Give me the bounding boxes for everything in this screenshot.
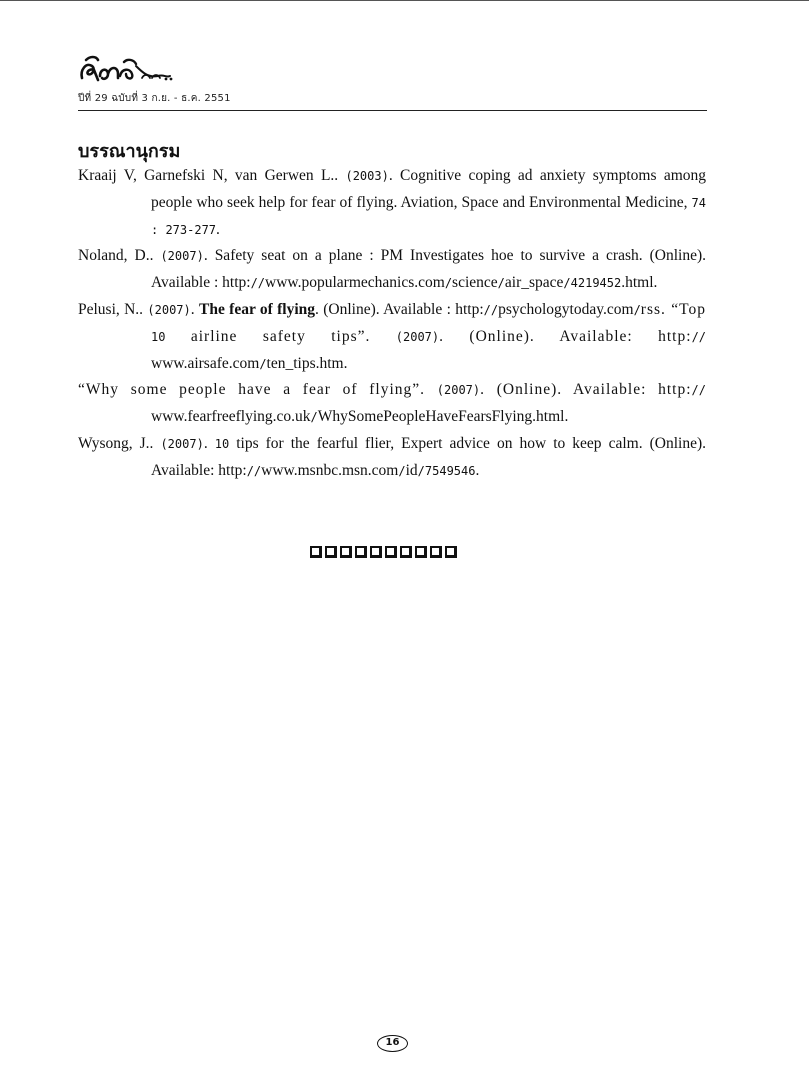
missing-glyph-box	[325, 546, 337, 558]
missing-glyph-box	[355, 546, 367, 558]
reference-item: Kraaij V, Garnefski N, van Gerwen L.. (2003). Cognitive coping ad anxiety symptoms among people who seek help for fear of flying. Aviation, Space and Environmental Medicine, 74 : 273-277.	[78, 167, 707, 238]
reference-list	[78, 163, 706, 485]
missing-glyph-box	[415, 546, 427, 558]
missing-glyph-box	[340, 546, 352, 558]
header-divider	[78, 110, 707, 111]
reference-item: Pelusi, N.. (2007). The fear of flying. (Online). Available : http://psychologytoday.com/rss. “Top 10 airline safety tips”. (2007). (Online). Available: http:// www.airsafe.com/ten_tips.htm.	[78, 300, 707, 372]
issue-line: ปีที่ 29 ฉบับที่ 3 ก.ย. - ธ.ค. 2551	[78, 93, 231, 104]
section-title: บรรณานุกรม	[78, 141, 181, 162]
missing-glyph-box	[430, 546, 442, 558]
missing-glyph-box	[310, 546, 322, 558]
reference-item: “Why some people have a fear of flying”. (2007). (Online). Available: http:// www.fearfreeflying.co.uk/WhySomePeopleHaveFearsFlying.html.	[78, 381, 706, 426]
magazine-logo	[78, 52, 178, 86]
top-border	[0, 0, 809, 1]
missing-glyph-box	[385, 546, 397, 558]
missing-glyph-row	[310, 546, 457, 558]
missing-glyph-box	[400, 546, 412, 558]
reference-item: Wysong, J.. (2007). 10 tips for the fearful flier, Expert advice on how to keep calm. (Online). Available: http://www.msnbc.msn.com/id/7549546.	[78, 434, 706, 479]
missing-glyph-box	[370, 546, 382, 558]
reference-item: Noland, D.. (2007). Safety seat on a plane : PM Investigates hoe to survive a crash. (Online). Available : http://www.popularmechanics.com/science/air_space/4219452.html.	[78, 247, 706, 292]
page-number: 16	[377, 1035, 408, 1052]
missing-glyph-box	[445, 546, 457, 558]
